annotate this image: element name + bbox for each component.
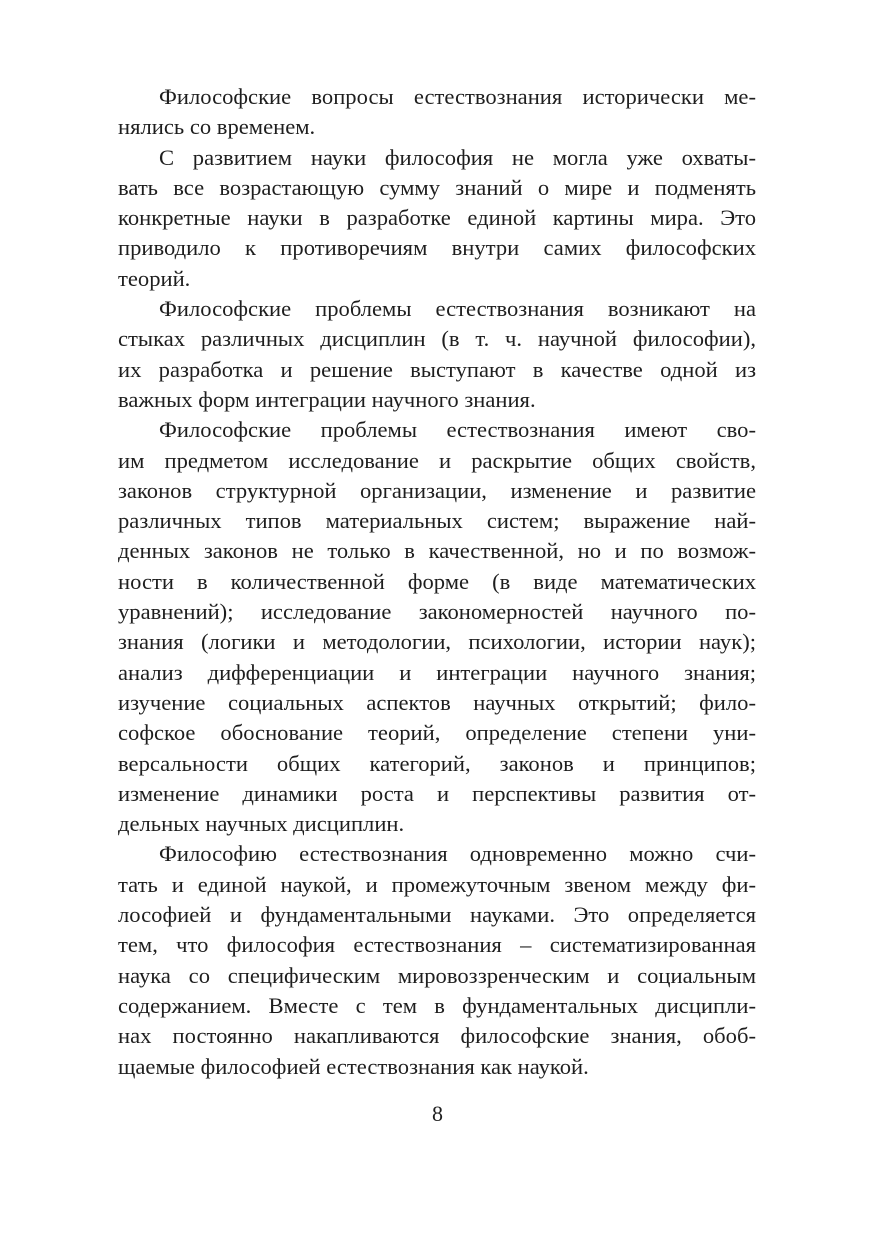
text-line: знания (логики и методологии, психологии, истории наук); bbox=[118, 629, 756, 655]
text-line: приводило к противоречиям внутри самих философских bbox=[118, 235, 756, 261]
text-line: им предметом исследование и раскрытие общих свойств, bbox=[118, 447, 756, 473]
text-line: Философские вопросы естествознания исторически ме- bbox=[159, 84, 756, 109]
text-line: изменение динамики роста и перспективы развития от- bbox=[118, 780, 756, 806]
paragraph bbox=[118, 839, 756, 1081]
text-line: вать все возрастающую сумму знаний о мире и подменять bbox=[118, 174, 756, 200]
text-line: важных форм интеграции научного знания. bbox=[118, 386, 536, 412]
paragraph bbox=[118, 294, 756, 415]
text-line: конкретные науки в разработке единой картины мира. Это bbox=[118, 205, 756, 231]
text-line: анализ дифференциации и интеграции научного знания; bbox=[118, 659, 756, 685]
body-text bbox=[118, 82, 756, 1082]
text-line: щаемые философией естествознания как наукой. bbox=[118, 1053, 589, 1079]
text-line: лософией и фундаментальными науками. Это определяется bbox=[118, 902, 756, 928]
paragraph bbox=[118, 82, 756, 143]
text-line: законов структурной организации, изменение и развитие bbox=[118, 477, 756, 503]
text-line: их разработка и решение выступают в качестве одной из bbox=[118, 356, 756, 382]
page-number: 8 bbox=[432, 1101, 443, 1126]
text-line: изучение социальных аспектов научных открытий; фило- bbox=[118, 689, 756, 715]
text-line: стыках различных дисциплин (в т. ч. научной философии), bbox=[118, 326, 756, 352]
paragraph bbox=[118, 415, 756, 839]
text-line: нялись со временем. bbox=[118, 114, 316, 140]
text-line: С развитием науки философия не могла уже охваты- bbox=[159, 144, 756, 170]
text-line: содержанием. Вместе с тем в фундаментальных дисципли- bbox=[118, 992, 756, 1018]
text-line: Философские проблемы естествознания имеют сво- bbox=[159, 417, 756, 443]
text-line: нах постоянно накапливаются философские знания, обоб- bbox=[118, 1023, 756, 1049]
text-line: Философские проблемы естествознания возникают на bbox=[159, 296, 756, 322]
text-line: тать и единой наукой, и промежуточным звеном между фи- bbox=[118, 871, 756, 897]
text-line: софское обоснование теорий, определение степени уни- bbox=[118, 720, 756, 746]
text-line: дельных научных дисциплин. bbox=[118, 811, 405, 837]
text-line: теорий. bbox=[118, 265, 191, 291]
text-line: версальности общих категорий, законов и принципов; bbox=[118, 750, 756, 776]
text-line: тем, что философия естествознания – систематизированная bbox=[118, 932, 756, 958]
text-line: наука со специфическим мировоззренческим и социальным bbox=[118, 962, 756, 988]
text-line: различных типов материальных систем; выражение най- bbox=[118, 508, 756, 534]
paragraph bbox=[118, 143, 756, 294]
text-line: ности в количественной форме (в виде математических bbox=[118, 568, 756, 594]
text-line: Философию естествознания одновременно можно счи- bbox=[159, 841, 756, 867]
text-line: денных законов не только в качественной, но и по возмож- bbox=[118, 538, 756, 564]
text-line: уравнений); исследование закономерностей научного по- bbox=[118, 599, 756, 625]
